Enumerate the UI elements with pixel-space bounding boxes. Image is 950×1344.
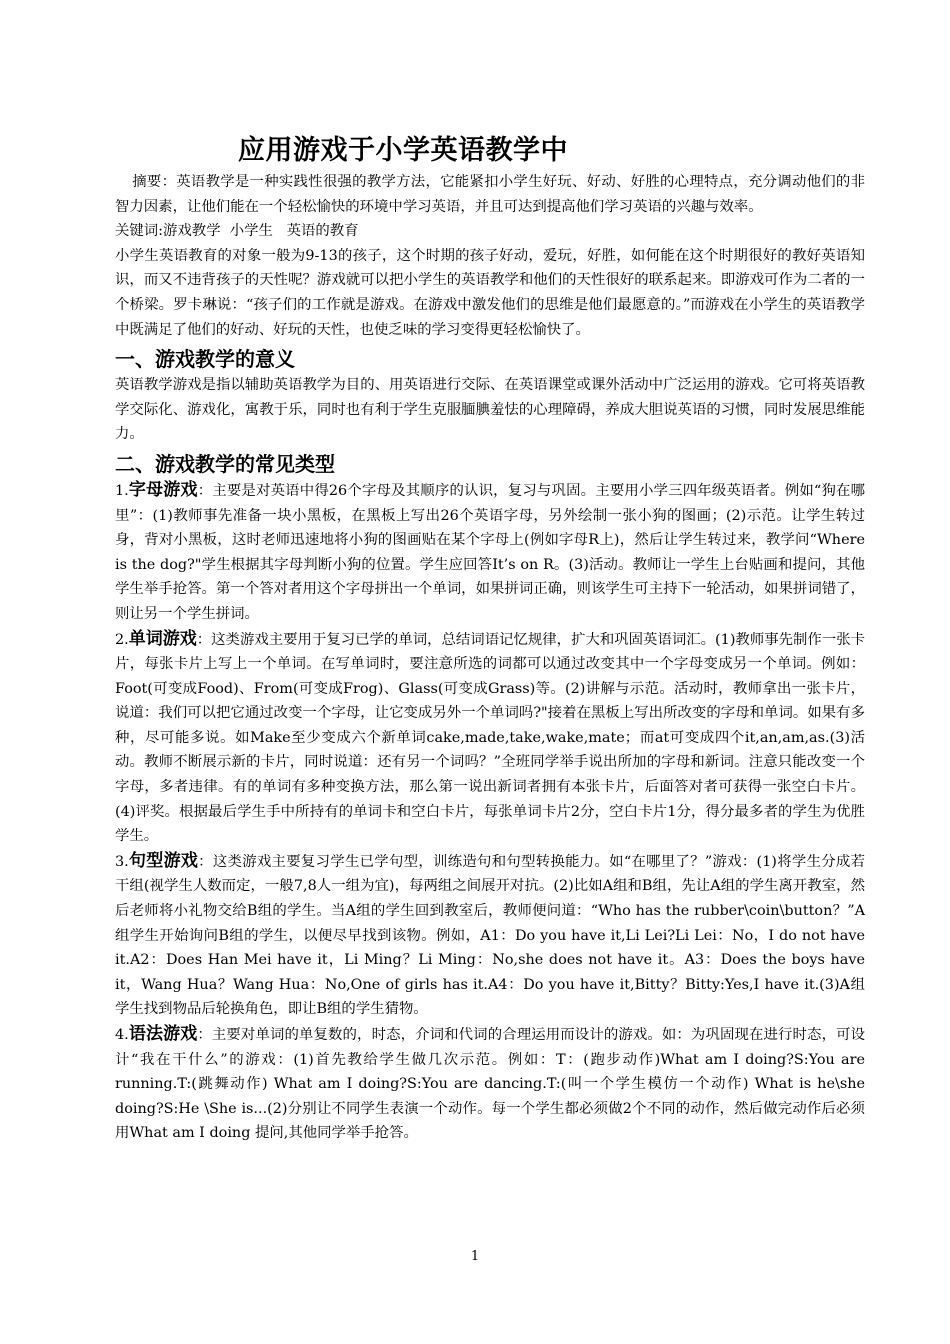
item-keyword: 单词游戏 <box>128 628 197 649</box>
item-keyword: 语法游戏 <box>128 1024 198 1044</box>
item-text: ：这类游戏主要用于复习已学的单词，总结词语记忆规律，扩大和巩固英语词汇。(1)教师事先制作一张卡片，每张卡片上写上一个单词。在写单词时，要注意所选的词都可以通过改变其中一个字母变成另一个单词。例如：Foot(可变成Food)、From(可变成Frog)、Glass(可变成Grass)等。(2)讲解与示范。活动时，教师拿出一张卡片，说道：我们可以把它通过改变一个字母，让它变成另外一个单词吗?"接着在黑板上写出所改变的字母和单词。如果有多种，尽可能多说。如Make至少变成六个新单词cake,made,take,wake,mate；而at可变成四个it,an,am,as.(3)活动。教师不断展示新的卡片，同时说道：还有另一个词吗？”全班同学举手说出所加的字母和新词。注意只能改变一个字母，多者违律。有的单词有多种变换方法，那么第一说出新词者拥有本张卡片，后面答对者可获得一张空白卡片。(4)评奖。根据最后学生手中所持有的单词卡和空白卡片，每张单词卡片2分，空白卡片1分，得分最多者的学生为优胜学生。 <box>115 631 865 845</box>
item-keyword: 字母游戏 <box>128 479 198 500</box>
game-type-item <box>115 849 865 1022</box>
section-2-heading: 二、游戏教学的常见类型 <box>115 451 335 476</box>
item-text: ：这类游戏主要复习学生已学句型，训练造句和句型转换能力。如“在哪里了？”游戏：(1)将学生分成若干组(视学生人数而定，一般7,8人一组为宜)，每两组之间展开对抗。(2)比如A组和B组，先让A组的学生离开教室，然后老师将小礼物交给B组的学生。当A组的学生回到教室后，教师便问道：“Who has the rubber\coin\button？”A组学生开始询问B组的学生，以便尽早找到该物。例如，A1：Do you have it,Li Lei?Li Lei：No，I do not have it.A2：Does Han Mei have it，Li Ming？Li Ming：No,she does not have it。A3：Does the boys have it，Wang Hua？Wang Hua：No,One of girls has it.A4：Do you have it,Bitty？Bitty:Yes,I have it.(3)A组学生找到物品后轮换角色，即让B组的学生猜物。 <box>115 853 865 1018</box>
section-1-heading: 一、游戏教学的意义 <box>115 347 295 372</box>
game-type-item <box>115 627 865 849</box>
item-number: 4. <box>115 1027 129 1043</box>
section-1-paragraph: 英语教学游戏是指以辅助英语教学为目的、用英语进行交际、在英语课堂或课外活动中广泛运用的游戏。它可将英语教学交际化、游戏化，寓教于乐，同时也有利于学生克服腼腆羞怯的心理障碍，养成大胆说英语的习惯，同时发展思维能力。 <box>115 377 865 443</box>
abstract-paragraph: 摘要：英语教学是一种实践性很强的教学方法，它能紧扣小学生好玩、好动、好胜的心理特点，充分调动他们的非智力因素，让他们能在一个轻松愉快的环境中学习英语，并且可达到提高他们学习英语的兴趣与效率。 <box>115 174 865 215</box>
item-keyword: 句型游戏 <box>128 850 199 871</box>
item-number: 1. <box>115 482 129 499</box>
document-body <box>115 170 865 1146</box>
item-number: 2. <box>115 631 129 648</box>
document-title: 应用游戏于小学英语教学中 <box>238 135 568 166</box>
page-number: 1 <box>470 1249 480 1264</box>
game-type-item <box>115 478 865 627</box>
item-text: ：主要是对英语中得26个字母及其顺序的认识，复习与巩固。主要用小学三四年级英语者。例如“狗在哪里”：(1)教师事先准备一块小黑板，在黑板上写出26个英语字母，另外绘制一张小狗的图画；(2)示范。让学生转过身，背对小黑板，这时老师迅速地将小狗的图画贴在某个字母上(例如字母R上)，然后让学生转过来，教学问“Where is the dog?"学生根据其字母判断小狗的位置。学生应回答It’s on R。(3)活动。教师让一学生上台贴画和提问，其他学生举手抢答。第一个答对者用这个字母拼出一个单词，如果拼词正确，则该学生可主持下一轮活动，如果拼词错了，则让另一个学生拼词。 <box>115 482 866 622</box>
game-type-item <box>115 1022 865 1146</box>
intro-paragraph: 小学生英语教育的对象一般为9-13的孩子，这个时期的孩子好动，爱玩，好胜，如何能在这个时期很好的教好英语知识，而又不违背孩子的天性呢？游戏就可以把小学生的英语教学和他们的天性很好的联系起来。即游戏可作为二者的一个桥梁。罗卡琳说：“孩子们的工作就是游戏。在游戏中激发他们的思维是他们最愿意的。”而游戏在小学生的英语教学中既满足了他们的好动、好玩的天性，也使乏味的学习变得更轻松愉快了。 <box>115 247 865 338</box>
item-text: ：主要对单词的单复数的，时态，介词和代词的合理运用而设计的游戏。如：为巩固现在进行时态，可设计“我在干什么”的游戏：(1)首先教给学生做几次示范。例如：T：(跑步动作)What am I doing?S:You are running.T:(跳舞动作) What am I doing?S:You are dancing.T:(叫一个学生模仿一个动作) What is he\she doing?S:He \She is...(2)分别让不同学生表演一个动作。每一个学生都必须做2个不同的动作，然后做完动作后必须用What am I doing 提问,其他同学举手抢答。 <box>115 1027 866 1142</box>
item-number: 3. <box>115 853 129 870</box>
keywords-line: 关键词:游戏教学 小学生 英语的教育 <box>115 223 359 240</box>
